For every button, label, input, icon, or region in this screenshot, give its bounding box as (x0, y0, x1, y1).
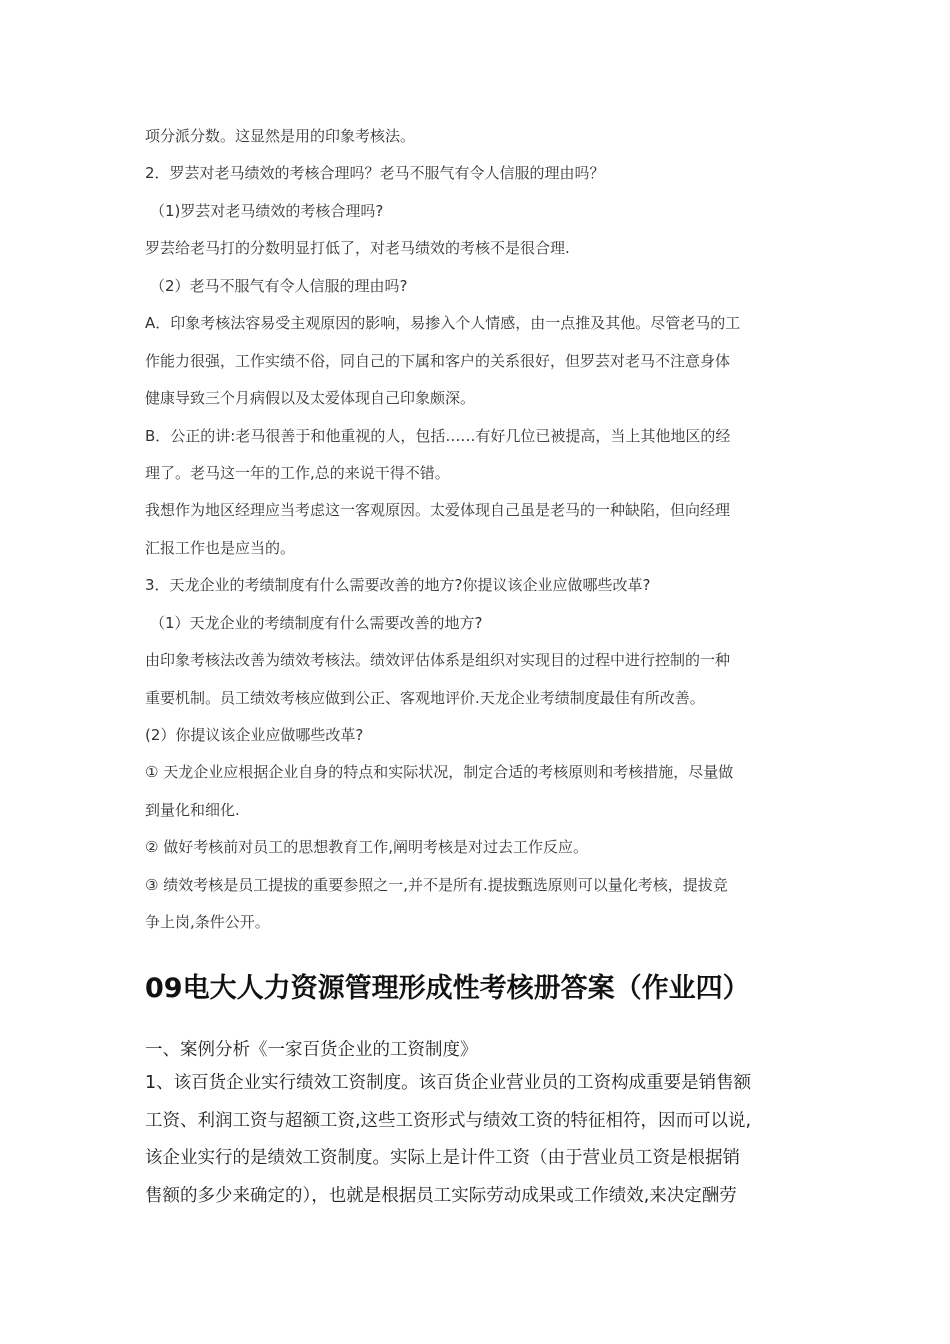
sub-question: (2）你提议该企业应做哪些改革? (145, 726, 364, 744)
sub-question: （1）天龙企业的考绩制度有什么需要改善的地方? (150, 614, 483, 632)
body-line: B．公正的讲:老马很善于和他重视的人，包括……有好几位已被提高，当上其他地区的经 (145, 427, 731, 445)
body-line: A．印象考核法容易受主观原因的影响，易掺入个人情感，由一点推及其他。尽管老马的工 (145, 314, 741, 332)
document-heading: 09电大人力资源管理形成性考核册答案（作业四） (145, 973, 750, 1004)
body-line: 理了。老马这一年的工作,总的来说干得不错。 (145, 464, 450, 482)
body-line: 重要机制。员工绩效考核应做到公正、客观地评价.天龙企业考绩制度最佳有所改善。 (145, 689, 705, 707)
sub-question: （1)罗芸对老马绩效的考核合理吗? (150, 202, 384, 220)
body-line: 罗芸给老马打的分数明显打低了，对老马绩效的考核不是很合理. (145, 239, 570, 257)
body-line: 工资、利润工资与超额工资,这些工资形式与绩效工资的特征相符，因而可以说, (145, 1111, 752, 1131)
case-heading: 一、案例分析《一家百货企业的工资制度》 (145, 1040, 478, 1060)
sub-question: （2）老马不服气有令人信服的理由吗? (150, 277, 408, 295)
body-line: 1、该百货企业实行绩效工资制度。该百货企业营业员的工资构成重要是销售额 (145, 1073, 752, 1093)
body-line: 售额的多少来确定的），也就是根据员工实际劳动成果或工作绩效,来决定酬劳 (145, 1186, 737, 1206)
body-line: 该企业实行的是绩效工资制度。实际上是计件工资（由于营业员工资是根据销 (145, 1148, 740, 1168)
body-line: 项分派分数。这显然是用的印象考核法。 (145, 127, 416, 145)
list-item: ② 做好考核前对员工的思想教育工作,阐明考核是对过去工作反应。 (145, 838, 588, 856)
body-line: 争上岗,条件公开。 (145, 913, 270, 931)
question-heading: 2．罗芸对老马绩效的考核合理吗？老马不服气有令人信服的理由吗？ (145, 164, 605, 182)
body-line: 健康导致三个月病假以及太爱体现自己印象颇深。 (145, 389, 476, 407)
body-line: 到量化和细化. (145, 801, 240, 819)
body-line: 汇报工作也是应当的。 (145, 539, 296, 557)
body-line: 我想作为地区经理应当考虑这一客观原因。太爱体现自己虽是老马的一种缺陷，但向经理 (145, 501, 731, 519)
list-item: ③ 绩效考核是员工提拔的重要参照之一,并不是所有.提拔甄选原则可以量化考核，提拔竞 (145, 876, 728, 894)
list-item: ① 天龙企业应根据企业自身的特点和实际状况，制定合适的考核原则和考核措施，尽量做 (145, 763, 734, 781)
body-line: 作能力很强，工作实绩不俗，同自己的下属和客户的关系很好，但罗芸对老马不注意身体 (145, 352, 731, 370)
body-line: 由印象考核法改善为绩效考核法。绩效评估体系是组织对实现目的过程中进行控制的一种 (145, 651, 731, 669)
question-heading: 3．天龙企业的考绩制度有什么需要改善的地方?你提议该企业应做哪些改革? (145, 576, 651, 594)
